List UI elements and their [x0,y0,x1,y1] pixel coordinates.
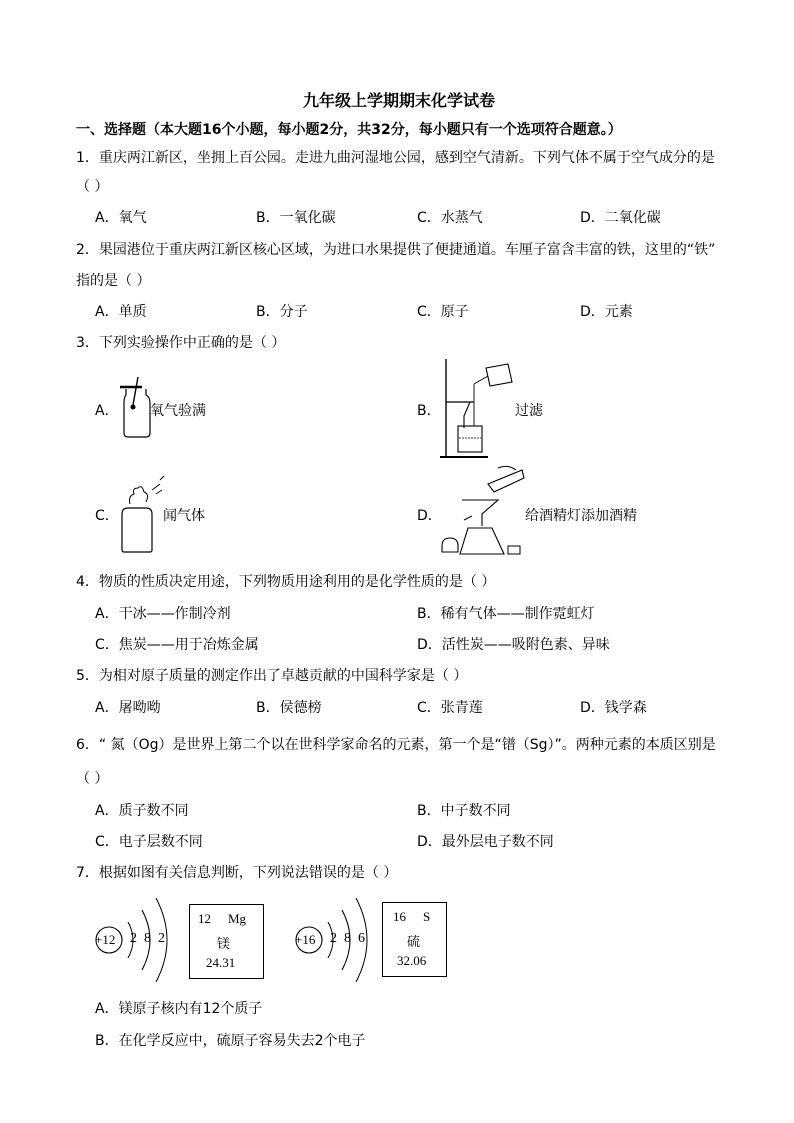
q1-option-a[interactable]: A．氧气 [95,210,147,226]
q5-option-d[interactable]: D．钱学森 [580,700,647,716]
q6-option-b[interactable]: B．中子数不同 [417,803,511,819]
question-6-line1: 6．“ 氮（Og）是世界上第二个以在世科学家命名的元素，第一个是“镨（Sg）”。两种元素的本质区别是 [76,737,716,753]
s-symbol: S [423,909,431,924]
q2-option-d[interactable]: D．元素 [580,304,633,320]
q7-option-b[interactable]: B．在化学反应中，硫原子容易失去2个电子 [95,1033,366,1049]
q4-option-b[interactable]: B．稀有气体——制作霓虹灯 [417,606,595,622]
mg-nucleus-charge: +12 [95,932,116,947]
mg-electron-shells: 2 8 2 [130,931,165,946]
q6-option-d[interactable]: D．最外层电子数不同 [417,834,554,850]
q6-option-a[interactable]: A．质子数不同 [95,803,189,819]
s-electron-shells: 2 8 6 [330,931,365,946]
s-atomic-number: 16 [393,909,406,924]
q5-option-a[interactable]: A．屠呦呦 [95,700,161,716]
section-heading: 一、选择题（本大题16个小题，每小题2分，共32分，每小题只有一个选项符合题意。） [76,122,622,138]
q2-option-b[interactable]: B．分子 [256,304,308,320]
q3-option-a[interactable]: A． [95,403,119,419]
question-3-line1: 3．下列实验操作中正确的是（ ） [76,335,286,351]
q4-option-a[interactable]: A．干冰——作制冷剂 [95,606,231,622]
q3-option-b[interactable]: B． [417,403,441,419]
q3-caption-a: 氧气验满 [150,403,206,419]
question-2-line1: 2．果园港位于重庆两江新区核心区域，为进口水果提供了便捷通道。车厘子富含丰富的铁，这里的“铁” [76,242,716,258]
q7-option-a[interactable]: A．镁原子核内有12个质子 [95,1001,263,1017]
question-1-line1: 1．重庆两江新区，坐拥上百公园。走进九曲河湿地公园，感到空气清新。下列气体不属于空气成分的是 [76,150,715,166]
s-nucleus-charge: +16 [295,932,316,947]
mg-atomic-number: 12 [198,911,211,926]
question-4-line1: 4．物质的性质决定用途，下列物质用途利用的是化学性质的是（ ） [76,574,496,590]
q1-option-b[interactable]: B．一氧化碳 [256,210,336,226]
q5-option-c[interactable]: C．张青莲 [417,700,483,716]
s-atomic-mass: 32.06 [397,953,427,968]
filtration-figure [438,356,516,461]
q3-caption-d: 给酒精灯添加酒精 [525,508,637,524]
mg-atomic-mass: 24.31 [206,955,236,970]
q5-option-b[interactable]: B．侯德榜 [256,700,322,716]
question-5-line1: 5．为相对原子质量的测定作出了卓越贡献的中国科学家是（ ） [76,668,468,684]
q3-caption-b: 过滤 [515,403,543,419]
mg-symbol: Mg [228,911,247,926]
question-6-line2: （ ） [76,771,109,787]
mg-element-cell [189,904,264,979]
smell-gas-figure [116,474,166,554]
s-element-cell [382,902,447,977]
q3-option-c[interactable]: C． [95,508,119,524]
s-name: 硫 [407,935,421,950]
question-2-line2: 指的是（ ） [76,273,151,289]
question-1-line2: （ ） [76,179,109,195]
alcohol-lamp-figure [438,462,526,558]
q1-option-c[interactable]: C．水蒸气 [417,210,483,226]
q4-option-d[interactable]: D．活性炭——吸附色素、异味 [417,637,610,653]
q1-option-d[interactable]: D．二氧化碳 [580,210,661,226]
oxygen-test-figure [118,375,154,440]
q6-option-c[interactable]: C．电子层数不同 [95,834,203,850]
q2-option-c[interactable]: C．原子 [417,304,469,320]
question-7-line1: 7．根据如图有关信息判断，下列说法错误的是（ ） [76,865,398,881]
q3-option-d[interactable]: D． [417,508,442,524]
mg-name: 镁 [217,937,231,952]
q2-option-a[interactable]: A．单质 [95,304,147,320]
q3-caption-c: 闻气体 [163,508,205,524]
q4-option-c[interactable]: C．焦炭——用于冶炼金属 [95,637,259,653]
page-title: 九年级上学期期末化学试卷 [303,91,496,110]
